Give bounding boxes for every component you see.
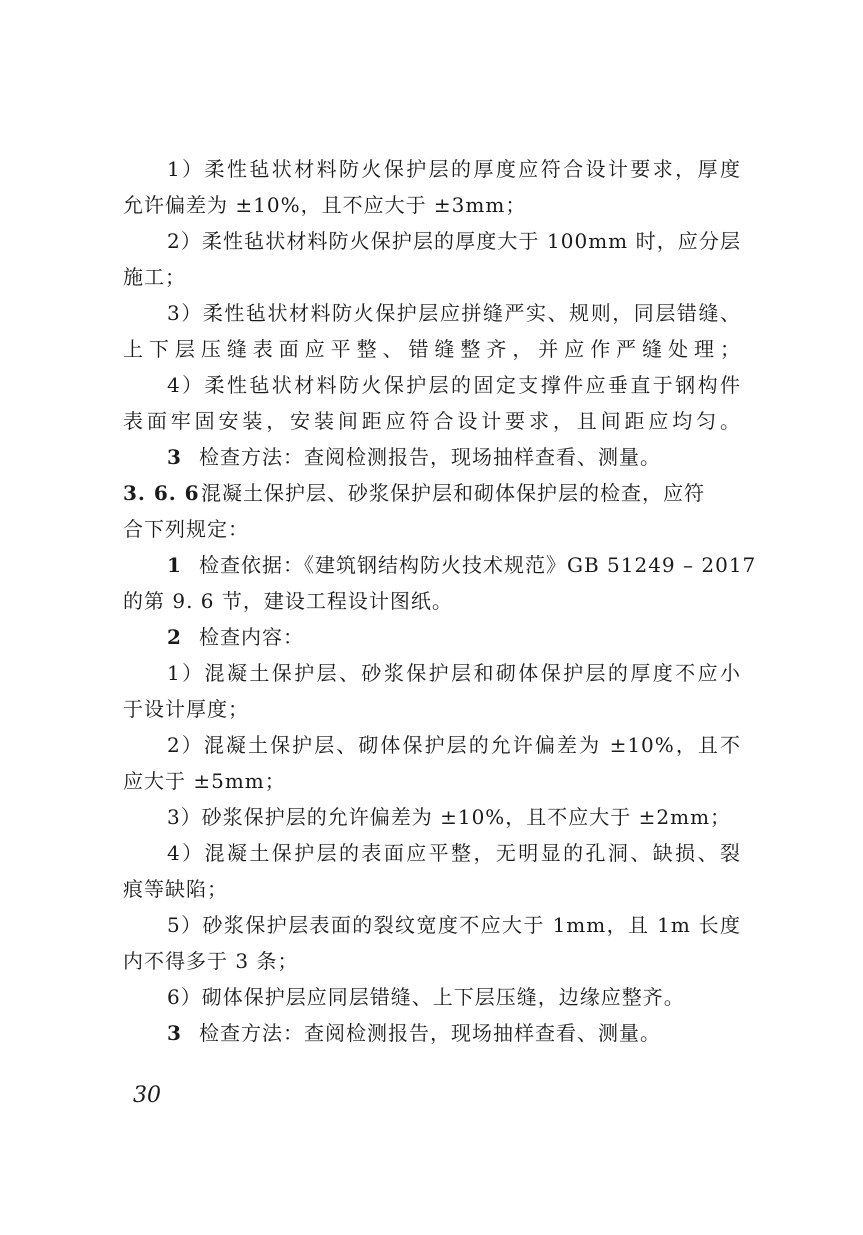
list-item-2-line-1: 2）柔性毡状材料防火保护层的厚度大于 100mm 时，应分层 <box>167 229 741 253</box>
clause-number: 3 <box>167 1021 182 1045</box>
list-item-1-line-2: 允许偏差为 ±10%，且不应大于 ±3mm； <box>123 193 527 217</box>
clause-2-content <box>167 623 741 651</box>
list-item-4-line-1: 4）柔性毡状材料防火保护层的固定支撑件应垂直于钢构件 <box>167 373 741 397</box>
clause-number: 1 <box>167 553 182 577</box>
content-item-4-line-2: 痕等缺陷； <box>123 877 228 901</box>
clause-text: 检查方法：查阅检测报告，现场抽样查看、测量。 <box>199 445 661 469</box>
clause-text: 检查内容： <box>199 625 304 649</box>
content-item-1-line-2: 于设计厚度； <box>123 697 249 721</box>
content-item-3: 3）砂浆保护层的允许偏差为 ±10%，且不应大于 ±2mm； <box>167 805 732 829</box>
list-item-3-line-1: 3）柔性毡状材料防火保护层应拼缝严实、规则，同层错缝、 <box>167 301 741 325</box>
list-item-1-line-1: 1）柔性毡状材料防火保护层的厚度应符合设计要求，厚度 <box>167 157 741 181</box>
clause-number: 3 <box>167 445 182 469</box>
content-item-2-line-1: 2）混凝土保护层、砌体保护层的允许偏差为 ±10%，且不 <box>167 733 741 757</box>
list-item-2-line-2: 施工； <box>123 265 186 289</box>
content-item-6: 6）砌体保护层应同层错缝、上下层压缝，边缘应整齐。 <box>167 985 685 1009</box>
clause-1-basis-line-2: 的第 9. 6 节，建设工程设计图纸。 <box>123 589 453 613</box>
content-item-1-line-1: 1）混凝土保护层、砂浆保护层和砌体保护层的厚度不应小 <box>167 661 741 685</box>
clause-3-method-2 <box>167 1019 741 1047</box>
clause-number: 2 <box>167 625 182 649</box>
list-item-3-line-2: 上下层压缝表面应平整、错缝整齐，并应作严缝处理； <box>123 337 741 361</box>
clause-1-basis <box>167 551 757 579</box>
clause-text: 检查依据：《建筑钢结构防火技术规范》GB 51249 – 2017 <box>199 553 757 577</box>
content-item-5-line-1: 5）砂浆保护层表面的裂纹宽度不应大于 1mm，且 1m 长度 <box>167 913 741 937</box>
content-item-5-line-2: 内不得多于 3 条； <box>123 949 299 973</box>
section-text: 混凝土保护层、砂浆保护层和砌体保护层的检查，应符 <box>201 481 705 505</box>
clause-text: 检查方法：查阅检测报告，现场抽样查看、测量。 <box>199 1021 661 1045</box>
section-number: 3. 6. 6 <box>123 481 200 505</box>
section-3-6-6-line-2: 合下列规定： <box>123 517 249 541</box>
page-number: 30 <box>133 1083 161 1108</box>
clause-3-method <box>167 443 741 471</box>
list-item-4-line-2: 表面牢固安装，安装间距应符合设计要求，且间距应均匀。 <box>123 409 741 433</box>
content-item-4-line-1: 4）混凝土保护层的表面应平整，无明显的孔洞、缺损、裂 <box>167 841 741 865</box>
content-item-2-line-2: 应大于 ±5mm； <box>123 769 286 793</box>
section-3-6-6-heading <box>123 479 741 507</box>
